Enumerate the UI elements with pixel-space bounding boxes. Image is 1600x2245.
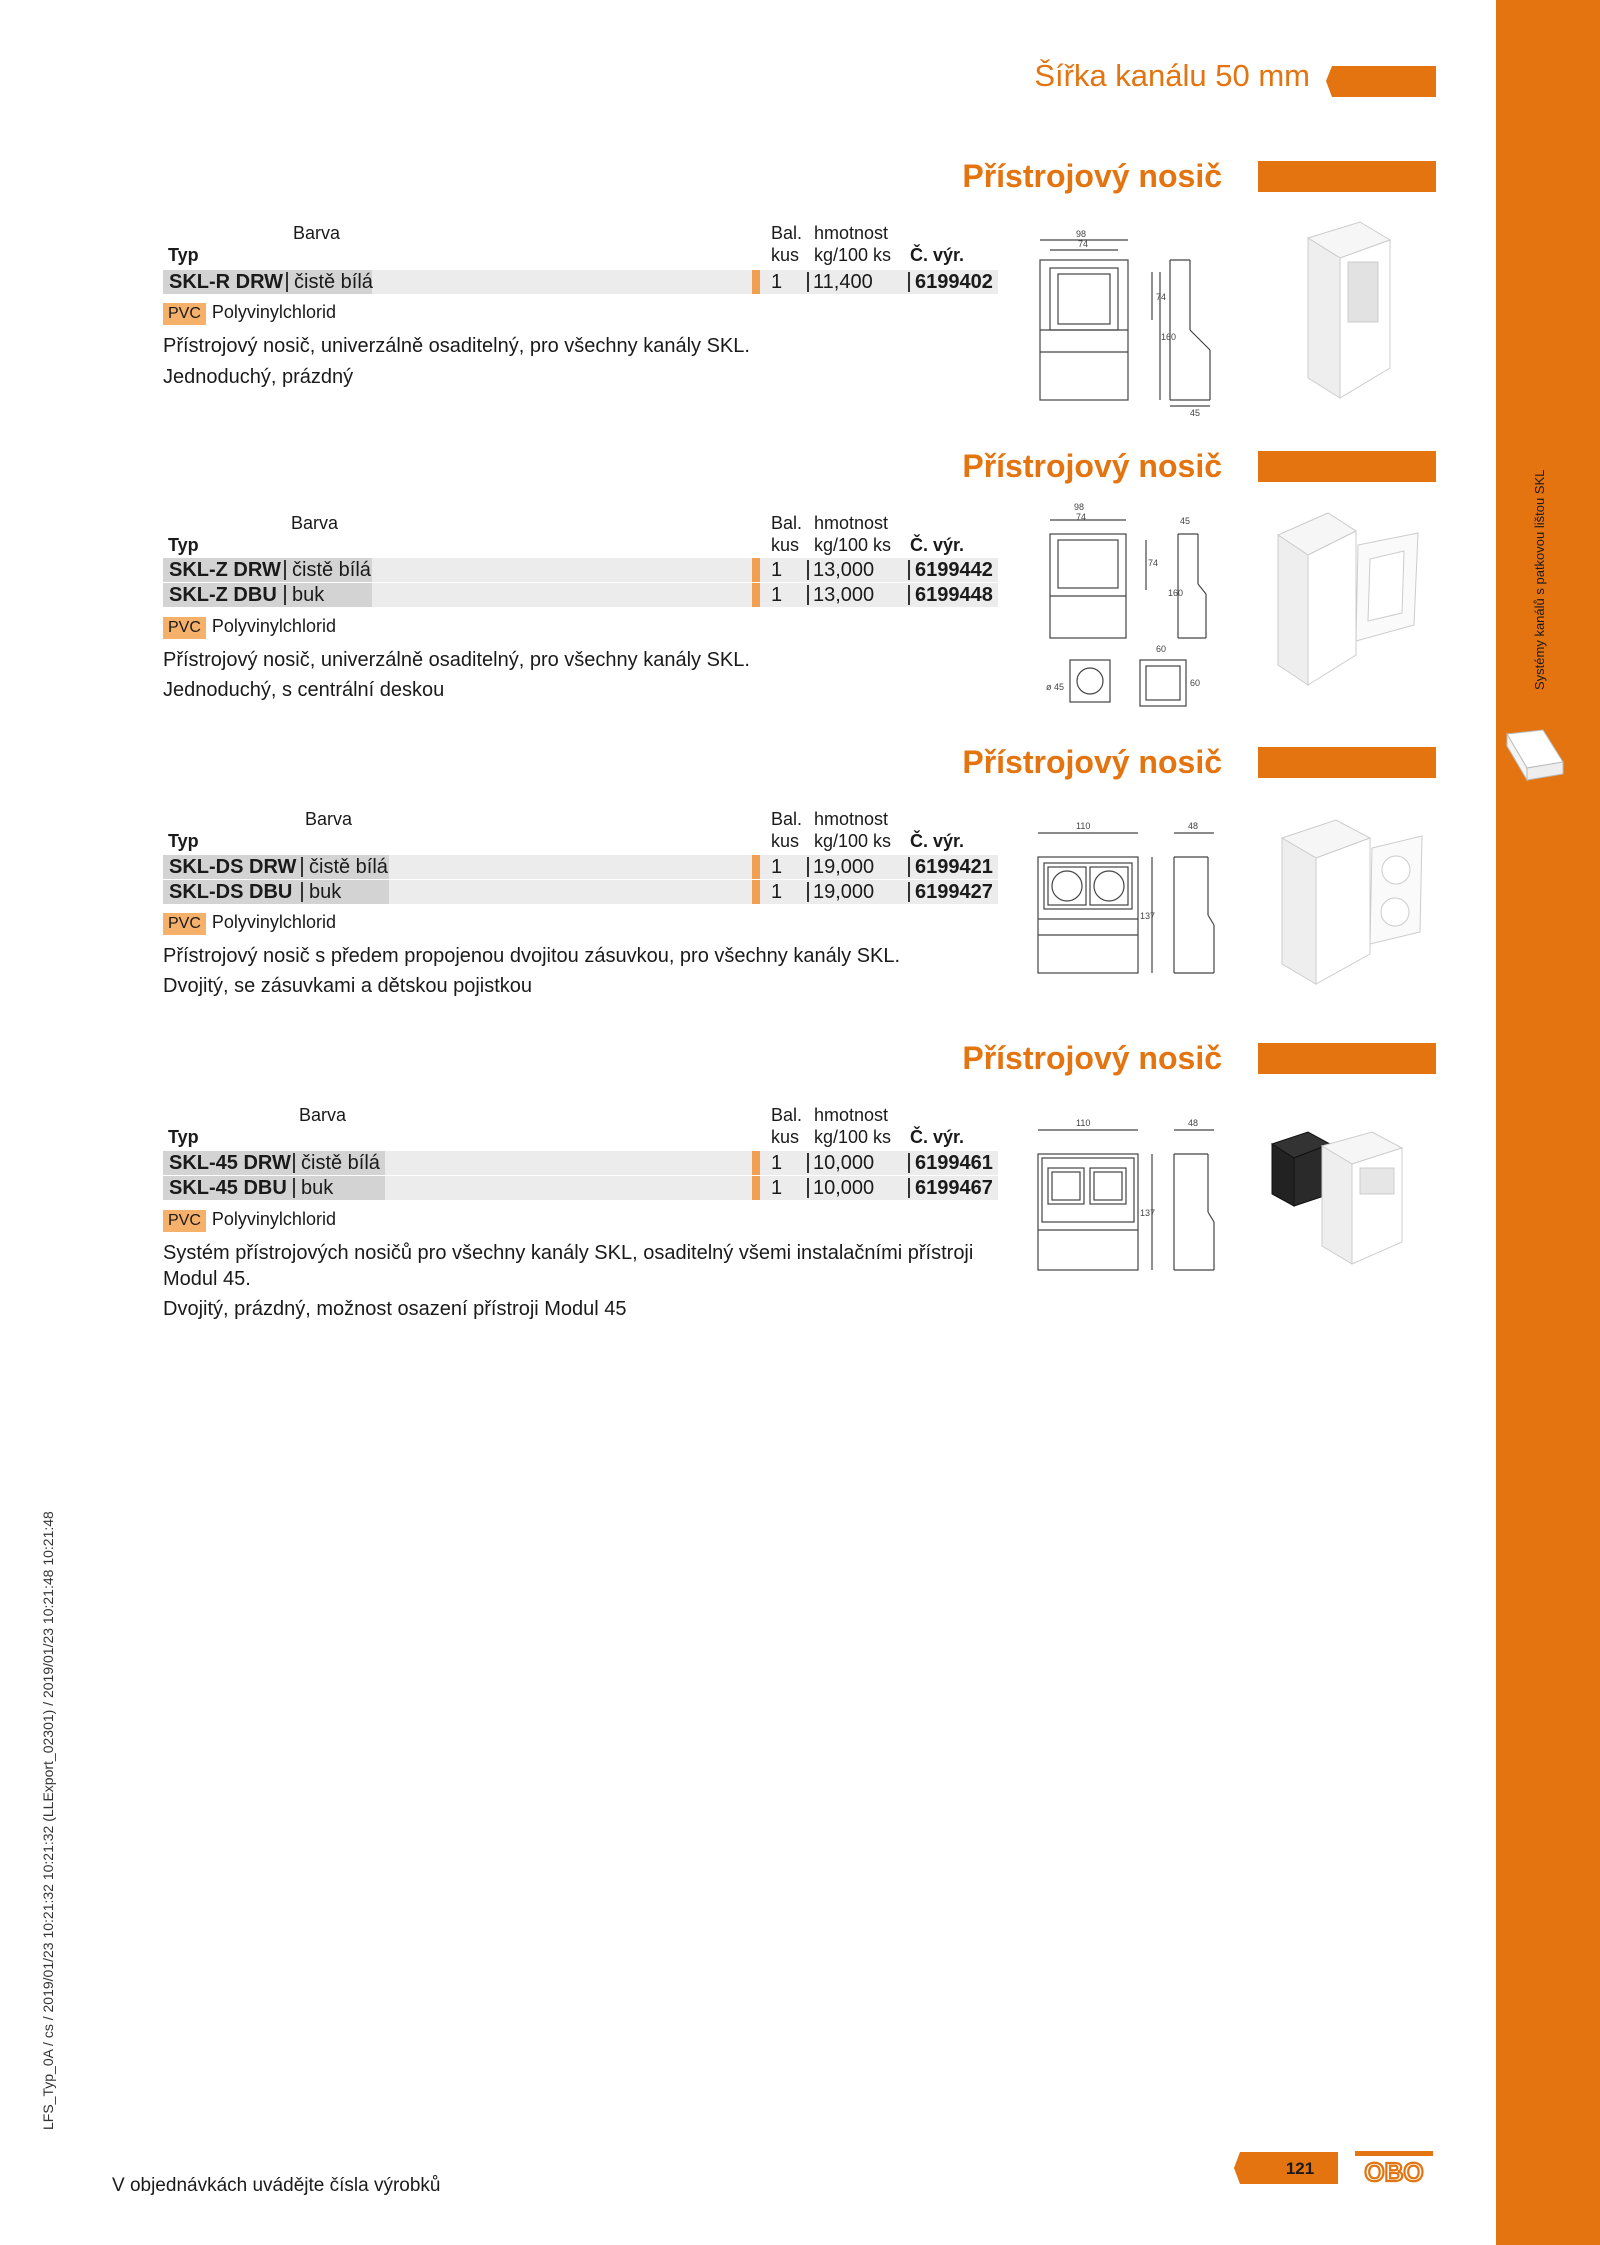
product-color: čistě bílá [301, 1152, 380, 1174]
product-color: buk [292, 584, 325, 606]
dimension-label: 74 [1078, 239, 1089, 249]
column-header-type: Typ [168, 831, 199, 851]
weight-value: 13,000 [813, 584, 875, 606]
dimension-label: 137 [1140, 1208, 1156, 1218]
product-variant: Jednoduchý, prázdný [163, 366, 354, 388]
side-accent-bar [1496, 0, 1600, 2245]
column-header-color: Barva [305, 809, 353, 829]
dimension-label: 98 [1076, 229, 1087, 239]
dimension-label: 45 [1190, 408, 1201, 418]
column-header-weight-unit: kg/100 ks [814, 535, 892, 555]
table-row [163, 1176, 998, 1200]
pack-quantity: 1 [771, 1177, 783, 1199]
order-number: 6199467 [915, 1177, 993, 1199]
page-number-tab [1234, 2152, 1338, 2184]
column-header-weight: hmotnost [814, 809, 889, 829]
product-description: Přístrojový nosič, univerzálně osaditelný, pro všechny kanály SKL. [163, 649, 750, 671]
material-name: Polyvinylchlorid [211, 616, 336, 636]
page-title: Šířka kanálu 50 mm [1034, 58, 1310, 93]
table-row [163, 558, 998, 582]
column-header-weight-unit: kg/100 ks [814, 1127, 892, 1147]
column-header-order-no: Č. výr. [910, 535, 965, 555]
product-type: SKL-Z DRW [169, 559, 281, 581]
section-title: Přístrojový nosič [962, 744, 1222, 780]
material-line [163, 1207, 336, 1231]
column-header-order-no: Č. výr. [910, 245, 965, 265]
column-header-weight: hmotnost [814, 223, 889, 243]
table-row [163, 855, 998, 879]
product-type: SKL-DS DBU [169, 881, 293, 903]
pack-quantity: 1 [771, 559, 783, 581]
table-row [163, 1151, 998, 1175]
column-header-pack: Bal. [771, 223, 803, 243]
product-variant: Jednoduchý, s centrální deskou [163, 679, 445, 701]
product-variant: Dvojitý, prázdný, možnost osazení přístroji Modul 45 [163, 1298, 627, 1320]
material-badge: PVC [163, 913, 206, 935]
dimension-label: 60 [1156, 644, 1167, 654]
pack-quantity: 1 [771, 584, 783, 606]
column-header-color: Barva [291, 513, 339, 533]
dimension-label: ø 45 [1046, 682, 1065, 692]
product-variant: Dvojitý, se zásuvkami a dětskou pojistkou [163, 975, 533, 997]
weight-value: 11,400 [813, 271, 873, 293]
section-title-bar [1258, 161, 1436, 192]
column-header-pack-unit: kus [771, 831, 800, 851]
pack-quantity: 1 [771, 1152, 783, 1174]
material-name: Polyvinylchlorid [211, 1209, 336, 1229]
column-header-color: Barva [293, 223, 341, 243]
material-name: Polyvinylchlorid [211, 912, 336, 932]
product-image [1276, 814, 1426, 989]
technical-drawing [1030, 1112, 1230, 1282]
section-title: Přístrojový nosič [962, 1040, 1222, 1076]
channel-profile-icon [1503, 728, 1567, 784]
product-description: Přístrojový nosič s předem propojenou dvojitou zásuvkou, pro všechny kanály SKL. [163, 945, 901, 967]
dimension-label: 110 [1076, 1118, 1091, 1128]
product-color: čistě bílá [292, 559, 371, 581]
dimension-label: 48 [1188, 1118, 1199, 1128]
section-title-bar [1258, 1043, 1436, 1074]
logo-text: OBO [1364, 2157, 1424, 2184]
dimension-label: 45 [1180, 516, 1191, 526]
dimension-label: 74 [1076, 512, 1087, 522]
material-line [163, 300, 336, 324]
technical-drawing [1030, 500, 1230, 710]
section-title: Přístrojový nosič [962, 448, 1222, 484]
column-header-type: Typ [168, 1127, 199, 1147]
product-image [1268, 505, 1428, 695]
pack-quantity: 1 [771, 856, 783, 878]
footer-note: V objednávkách uvádějte čísla výrobků [112, 2175, 441, 2196]
order-number: 6199461 [915, 1152, 993, 1174]
weight-value: 19,000 [813, 881, 875, 903]
title-tab-marker [1326, 66, 1436, 97]
column-header-pack: Bal. [771, 1105, 803, 1125]
product-type: SKL-45 DRW [169, 1152, 291, 1174]
weight-value: 13,000 [813, 559, 875, 581]
section-title: Přístrojový nosič [962, 158, 1222, 194]
product-color: čistě bílá [309, 856, 388, 878]
technical-drawing [1030, 210, 1220, 420]
column-header-pack-unit: kus [771, 1127, 800, 1147]
material-name: Polyvinylchlorid [211, 302, 336, 322]
weight-value: 10,000 [813, 1177, 875, 1199]
material-line [163, 910, 336, 934]
column-header-order-no: Č. výr. [910, 1127, 965, 1147]
table-row [163, 583, 998, 607]
column-header-weight-unit: kg/100 ks [814, 245, 892, 265]
dimension-label: 110 [1076, 821, 1091, 831]
obo-logo [1354, 2150, 1434, 2184]
product-type: SKL-Z DBU [169, 584, 277, 606]
material-badge: PVC [163, 303, 206, 325]
weight-value: 19,000 [813, 856, 875, 878]
product-type: SKL-DS DRW [169, 856, 297, 878]
weight-value: 10,000 [813, 1152, 875, 1174]
product-type: SKL-R DRW [169, 271, 284, 293]
section-title-bar [1258, 747, 1436, 778]
product-color: buk [301, 1177, 334, 1199]
dimension-label: 137 [1140, 911, 1156, 921]
column-header-type: Typ [168, 535, 199, 555]
pack-quantity: 1 [771, 271, 783, 293]
order-number: 6199402 [915, 271, 993, 293]
product-type: SKL-45 DBU [169, 1177, 287, 1199]
column-header-pack-unit: kus [771, 245, 800, 265]
column-header-pack: Bal. [771, 809, 803, 829]
column-header-color: Barva [299, 1105, 347, 1125]
product-description: Přístrojový nosič, univerzálně osaditelný, pro všechny kanály SKL. [163, 335, 750, 357]
material-line [163, 614, 336, 638]
column-header-pack: Bal. [771, 513, 803, 533]
product-image [1300, 218, 1400, 408]
order-number: 6199421 [915, 856, 993, 878]
column-header-pack-unit: kus [771, 535, 800, 555]
material-badge: PVC [163, 1210, 206, 1232]
dimension-label: 74 [1156, 292, 1167, 302]
pack-quantity: 1 [771, 881, 783, 903]
order-number: 6199448 [915, 584, 993, 606]
material-badge: PVC [163, 617, 206, 639]
section-title-bar [1258, 451, 1436, 482]
column-header-order-no: Č. výr. [910, 831, 965, 851]
column-header-weight-unit: kg/100 ks [814, 831, 892, 851]
order-number: 6199442 [915, 559, 993, 581]
table-row [163, 880, 998, 904]
product-description: Systém přístrojových nosičů pro všechny kanály SKL, osaditelný všemi instalačními přístroji Modul 45. [163, 1242, 974, 1290]
product-color: buk [309, 881, 342, 903]
dimension-label: 48 [1188, 821, 1199, 831]
dimension-label: 98 [1074, 502, 1085, 512]
page-number: 121 [1285, 2159, 1315, 2178]
dimension-label: 160 [1161, 332, 1177, 342]
column-header-weight: hmotnost [814, 513, 889, 533]
order-number: 6199427 [915, 881, 993, 903]
product-image [1268, 1124, 1418, 1274]
technical-drawing [1030, 815, 1230, 985]
column-header-type: Typ [168, 245, 199, 265]
dimension-label: 74 [1148, 558, 1159, 568]
product-color: čistě bílá [294, 271, 373, 293]
dimension-label: 60 [1190, 678, 1201, 688]
table-row [163, 270, 998, 294]
dimension-label: 160 [1168, 588, 1184, 598]
imprint-text: LFS_Typ_0A / cs / 2019/01/23 10:21:32 10:21:32 (LLExport_02301) / 2019/01/23 10:21:48 10:21:48 [40, 1511, 56, 2130]
column-header-weight: hmotnost [814, 1105, 889, 1125]
side-section-label [1532, 660, 1562, 690]
